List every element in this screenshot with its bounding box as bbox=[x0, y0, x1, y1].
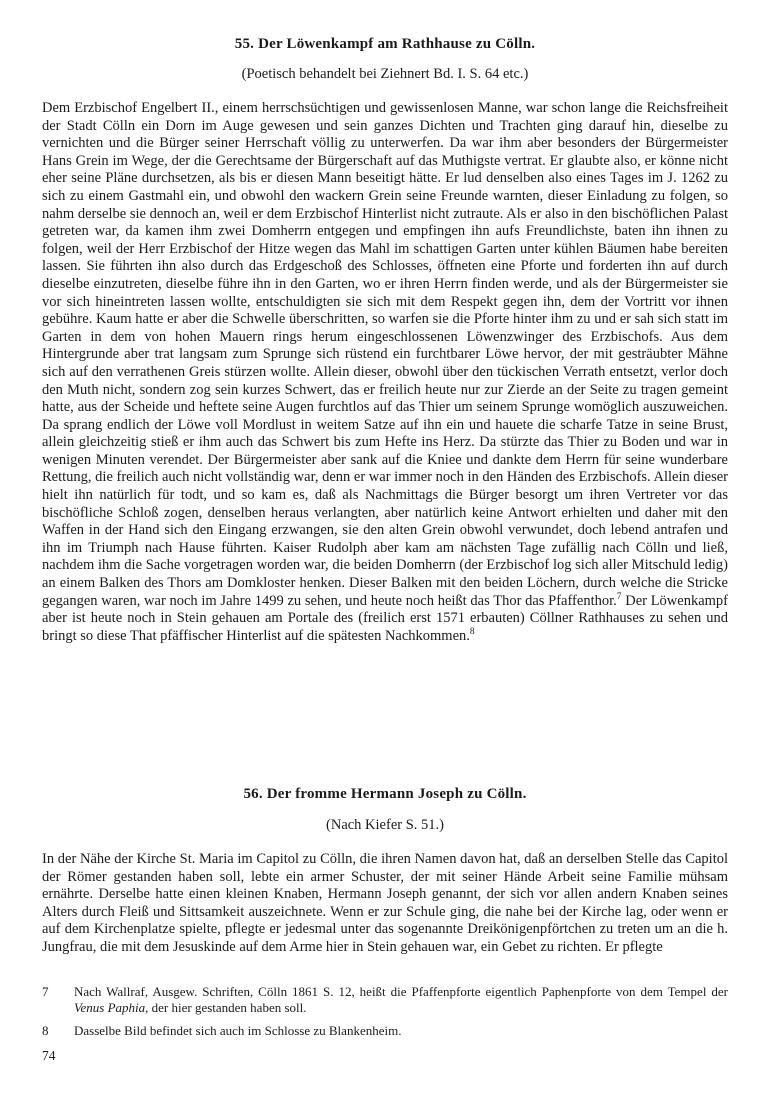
footnote-8-text-lead: Dasselbe Bild befindet sich auch im Schlosse zu Blankenheim. bbox=[74, 1022, 402, 1038]
page-number: 74 bbox=[42, 1048, 56, 1063]
footnote-8-text bbox=[74, 1023, 728, 1039]
footnote-7-number: 7 bbox=[42, 984, 49, 999]
footnote-8-number: 8 bbox=[42, 1022, 49, 1038]
section-56-heading: 56. Der fromme Hermann Joseph zu Cölln. bbox=[243, 786, 527, 802]
footnote-ref-8: 8 bbox=[469, 626, 475, 637]
section-55-subtitle: (Poetisch behandelt bei Ziehnert Bd. I. S. 64 etc.) bbox=[241, 66, 529, 82]
section-56-subtitle: (Nach Kiefer S. 51.) bbox=[326, 817, 444, 833]
section-55-heading: 55. Der Löwenkampf am Rathhause zu Cölln. bbox=[234, 36, 536, 52]
footnotes-area bbox=[42, 984, 728, 1045]
section-56-paragraph: In der Nähe der Kirche St. Maria im Capitol zu Cölln, die ihren Namen davon hat, daß an derselben Stelle das Capitol der Römer gestanden haben soll, lebte ein armer Schuster, der mit seiner Hände Arbeit seine Familie mühsam ernährte. Derselbe hatte einen kleinen Knaben, Hermann Joseph genannt, der sich vor allen andern Knaben seines Alters durch Fleiß und Sittsamkeit auszeichnete. Wenn er zur Schule ging, die nahe bei der Kirche lag, oder wenn er auf dem Kirchenplatze spielte, pflegte er jedesmal unter das sogenannte Dreikönigenpförtchen zu treten um an die h. Jungfrau, die mit dem Jesuskinde auf dem Arme hier in Stein gehauen war, ein Gebet zu richten. Er pflegte bbox=[42, 851, 728, 955]
footnote-8 bbox=[42, 1023, 728, 1039]
footnote-7-text bbox=[74, 984, 728, 1017]
section-55-paragraph bbox=[42, 100, 728, 645]
footnote-7-italic-term: Venus Paphia bbox=[74, 1000, 146, 1016]
footnote-7-text-tail: , der hier gestanden haben soll. bbox=[145, 1000, 307, 1016]
footnote-ref-7: 7 bbox=[616, 591, 622, 602]
footnote-7 bbox=[42, 984, 728, 1017]
section-55-text-before-fn8: Der Löwenkampf aber ist heute noch in Stein gehauen am Portale des (freilich erst 1571 erbauten) Cöllner Rathhauses zu sehen und bringt so diese That pfäffischer Hinterlist auf die spätesten Nachkommen. bbox=[42, 592, 728, 644]
footnote-7-text-lead: Nach Wallraf, Ausgew. Schriften, Cölln 1861 S. 12, heißt die Pfaffenpforte eigentlich Paphenpforte von dem Tempel der bbox=[74, 984, 728, 999]
section-55-text-before-fn7: Dem Erzbischof Engelbert II., einem herrschsüchtigen und gewissenlosen Manne, war schon lange die Reichsfreiheit der Stadt Cölln ein Dorn im Auge gewesen und sein ganzes Dichten und Trachten ging darauf hin, dieselbe zu vernichten und die Bürger seiner Herrschaft völlig zu unterwerfen. Da war ihm aber besonders der Bürgermeister Hans Grein im Wege, der die Gerechtsame der Bürgerschaft auf das Muthigste vertrat. Er glaubte also, er könne nicht eher seine Pläne durchsetzen, als bis er diesen Mann beseitigt hätte. Er lud denselben also eines Tages im J. 1262 zu sich zu einem Gastmahl ein, und obwohl den wackern Grein seine Freunde warnten, dieser Einladung zu folgen, so nahm derselbe sie dennoch an, weil er dem Erzbischof Hinterlist nicht zutraute. Als er also in den bischöflichen Palast getreten war, da kamen ihm zwei Domherrn entgegen und empfingen ihn aufs Freundlichste, baten ihn ihnen zu folgen, weil der Herr Erzbischof der Hitze wegen das Mahl im schattigen Garten unter kühlen Bäumen habe bereiten lassen. Sie führten ihn also durch das Erdgeschoß des Schlosses, öffneten eine Pforte und forderten ihn auf durch dieselbe einzutreten, dieselbe führe ihn in den Garten, wo er ihren Herrn finden werde, und als der Bürgermeister sie vor sich hineintreten lassen wollte, entschuldigten sie sich mit dem Respekt gegen ihn, dem der Vortritt vor ihnen gebühre. Kaum hatte er aber die Schwelle überschritten, so warfen sie die Pforte hinter ihm zu und er sah sich statt im Garten in dem von hohen Mauern rings herum eingeschlossenen Löwenzwinger des Erzbischofs. Aus dem Hintergrunde aber trat langsam zum Sprunge sich rüstend ein furchtbarer Löwe hervor, der mit gesträubter Mähne sich auf den verrathenen Greis stürzen wollte. Allein dieser, obwohl über den tückischen Verrath entsetzt, verlor doch den Muth nicht, sondern zog sein kurzes Schwert, das er freilich heute nur zur Zierde an der Seite zu tragen gemeint hatte, aus der Scheide und heftete seine Augen furchtlos auf das Thier um seinem Sprunge womöglich auszuweichen. Da sprang endlich der Löwe voll Mordlust in weitem Satze auf ihn ein und hauete die scharfe Tatze in seine Brust, allein gleichzeitig stieß er ihm auch das Schwert bis zum Hefte ins Herz. Da stürzte das Thier zu Boden und war in wenigen Minuten verendet. Der Bürgermeister aber sank auf die Kniee und dankte dem Herrn für seine wunderbare Rettung, die freilich auch nicht vollständig war, denn er war immer noch in den Händen des Erzbischofs. Allein dieser hielt ihn natürlich für todt, und so kam es, daß als Nachmittags die Bürger besorgt um ihren Vertreter vor das bischöfliche Schloß zogen, denselben heraus verlangten, aber natürlich keine Antwort erhielten und daher mit den Waffen in der Hand sich den Eingang erzwangen, sie den alten Grein obwohl verwundet, doch lebend antrafen und ihn im Triumph nach Hause führten. Kaiser Rudolph aber kam am nächsten Tage zufällig nach Cölln und ließ, nachdem ihm die Sache vorgetragen worden war, die beiden Domherrn (der Erzbischof log sich aller Mitschuld ledig) an einem Balken des Thors am Domkloster henken. Dieser Balken mit den beiden Löchern, durch welche die Stricke gegangen waren, war noch im Jahre 1499 zu sehen, und heute noch heißt das Thor das Pfaffenthor. bbox=[42, 100, 728, 609]
